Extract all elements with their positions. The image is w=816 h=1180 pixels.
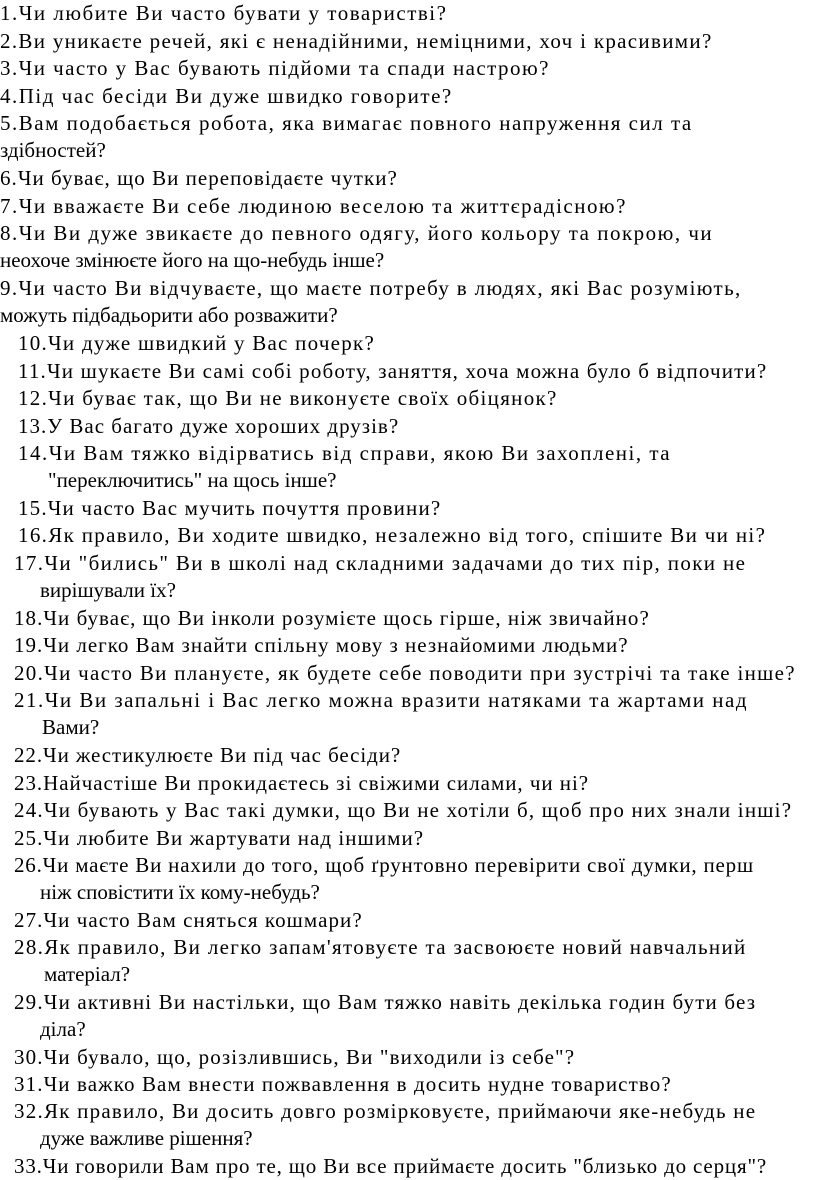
question-number: 20. (14, 661, 45, 685)
question-33 (14, 1153, 767, 1179)
question-text: Найчастіше Ви прокидаєтесь зі свіжими силами, чи ні? (43, 771, 590, 795)
question-29 (14, 989, 757, 1041)
question-text-continuation: неохоче змінюєте його на що-небудь інше? (0, 248, 385, 272)
question-4 (0, 83, 453, 109)
question-text-continuation: вирішували їх? (40, 578, 176, 602)
question-number: 23. (14, 771, 44, 795)
question-text: Чи буває, що Ви інколи розумієте щось гірше, ніж звичайно? (43, 606, 650, 630)
question-number: 31. (14, 1072, 44, 1096)
question-10 (18, 330, 375, 356)
question-text: Чи вважаєте Ви себе людиною веселою та життєрадісною? (18, 194, 627, 218)
question-1 (0, 0, 447, 26)
question-number: 24. (14, 798, 44, 822)
question-number: 22. (14, 743, 43, 767)
question-30 (14, 1044, 575, 1070)
question-15 (18, 495, 441, 521)
question-9 (0, 275, 742, 327)
question-number: 32. (14, 1099, 44, 1123)
question-number: 12. (18, 386, 49, 410)
question-32 (14, 1098, 757, 1150)
question-text-continuation: здібностей? (0, 138, 106, 162)
question-text-continuation: дуже важливе рішення? (40, 1126, 253, 1150)
question-number: 3. (0, 56, 19, 80)
question-24 (14, 797, 792, 823)
question-number: 28. (14, 935, 45, 959)
question-text: Чи часто Вам сняться кошмари? (43, 908, 363, 932)
question-number: 21. (14, 688, 45, 712)
question-text: Чи "бились" Ви в школі над складними задачами до тих пір, поки не (44, 551, 747, 575)
question-number: 6. (0, 166, 18, 190)
question-13 (18, 413, 399, 439)
question-text: Чи часто Ви плануєте, як будете себе поводити при зустрічі та таке інше? (44, 661, 796, 685)
question-12 (18, 385, 558, 411)
question-text: Чи часто у Вас бувають підйоми та спади настрою? (18, 56, 550, 80)
question-14 (18, 440, 672, 492)
question-16 (18, 522, 766, 548)
question-number: 7. (0, 194, 19, 218)
question-text: Чи буває так, що Ви не виконуєте своїх обіцянок? (48, 386, 558, 410)
question-6 (0, 165, 398, 191)
question-number: 5. (0, 111, 19, 135)
question-text: Як правило, Ви легко запам'ятовуєте та засвоюєте новий навчальний (44, 935, 747, 959)
question-text: Чи Вам тяжко відірватись від справи, якою Ви захоплені, та (48, 441, 672, 465)
question-number: 33. (14, 1154, 43, 1178)
question-text: Чи Ви дуже звикаєте до певного одягу, його кольору та покрою, чи (18, 221, 714, 245)
question-text: Чи Ви запальні і Вас легко можна вразити натяками та жартами над (44, 688, 749, 712)
question-text-continuation: діла? (40, 1017, 86, 1041)
question-text: Чи активні Ви настільки, що Вам тяжко навіть декілька годин бути без (43, 990, 757, 1014)
question-11 (18, 358, 767, 384)
question-number: 11. (18, 359, 47, 383)
question-number: 14. (18, 441, 49, 465)
question-text: Чи маєте Ви нахили до того, щоб ґрунтовно перевірити свої думки, перш (42, 853, 754, 877)
question-number: 16. (18, 523, 49, 547)
question-18 (14, 605, 650, 631)
question-31 (14, 1071, 672, 1097)
question-text: Під час бесіди Ви дуже швидко говорите? (18, 84, 453, 108)
question-text: Чи легко Вам знайти спільну мову з незнайомими людьми? (43, 633, 629, 657)
question-number: 13. (18, 414, 48, 438)
question-number: 8. (0, 221, 19, 245)
question-text: Чи часто Вас мучить почуття провини? (47, 496, 442, 520)
question-2 (0, 28, 713, 54)
question-text: Чи дуже швидкий у Вас почерк? (48, 331, 376, 355)
question-text: Чи жестикулюєте Ви під час бесіди? (43, 743, 402, 767)
question-number: 10. (18, 331, 49, 355)
question-text: Чи бувало, що, розізлившись, Ви "виходили із себе"? (43, 1045, 576, 1069)
question-22 (14, 742, 401, 768)
question-text-continuation: матеріал? (44, 962, 131, 986)
question-17 (14, 550, 747, 602)
question-25 (14, 825, 424, 851)
question-text: Як правило, Ви досить довго розмірковуєте, приймаючи яке-небудь не (43, 1099, 757, 1123)
question-8 (0, 220, 714, 272)
question-19 (14, 632, 629, 658)
question-text: У Вас багато дуже хороших друзів? (47, 414, 400, 438)
question-text-continuation: можуть підбадьорити або розважити? (0, 303, 338, 327)
question-7 (0, 193, 627, 219)
question-text: Ви уникаєте речей, які є ненадійними, неміцними, хоч і красивими? (18, 29, 713, 53)
question-text: Чи бувають у Вас такі думки, що Ви не хотіли б, щоб про них знали інші? (43, 798, 793, 822)
question-5 (0, 110, 693, 162)
question-text: Чи часто Ви відчуваєте, що маєте потребу в людях, які Вас розуміють, (18, 276, 742, 300)
question-23 (14, 770, 589, 796)
question-3 (0, 55, 550, 81)
question-20 (14, 660, 796, 686)
question-number: 25. (14, 826, 44, 850)
question-number: 30. (14, 1045, 44, 1069)
question-text: Чи любите Ви жартувати над іншими? (43, 826, 425, 850)
question-text: Чи буває, що Ви переповідаєте чутки? (17, 166, 398, 190)
question-number: 1. (0, 1, 19, 25)
question-number: 15. (18, 496, 48, 520)
question-text: Чи любите Ви часто бувати у товаристві? (18, 1, 448, 25)
question-text: Чи важко Вам внести пожвавлення в досить нудне товариство? (43, 1072, 672, 1096)
question-text-continuation: Вами? (42, 715, 100, 739)
question-number: 17. (14, 551, 45, 575)
question-number: 4. (0, 84, 19, 108)
question-number: 26. (14, 853, 43, 877)
question-text: Чи шукаєте Ви самі собі роботу, заняття, хоча можна було б відпочити? (46, 359, 768, 383)
question-number: 18. (14, 606, 44, 630)
question-text: Як правило, Ви ходите швидко, незалежно від того, спішите Ви чи ні? (48, 523, 767, 547)
question-number: 9. (0, 276, 19, 300)
question-21 (14, 687, 749, 739)
question-28 (14, 934, 747, 986)
question-text-continuation: ніж сповістити їх кому-небудь? (40, 880, 320, 904)
question-26 (14, 852, 754, 904)
question-number: 29. (14, 990, 44, 1014)
question-text-continuation: "переключитись" на щось інше? (48, 468, 337, 492)
question-text: Вам подобається робота, яка вимагає повного напруження сил та (18, 111, 693, 135)
question-27 (14, 907, 363, 933)
question-number: 27. (14, 908, 44, 932)
question-text: Чи говорили Вам про те, що Ви все приймаєте досить "близько до серця"? (42, 1154, 768, 1178)
question-number: 19. (14, 633, 44, 657)
question-number: 2. (0, 29, 19, 53)
